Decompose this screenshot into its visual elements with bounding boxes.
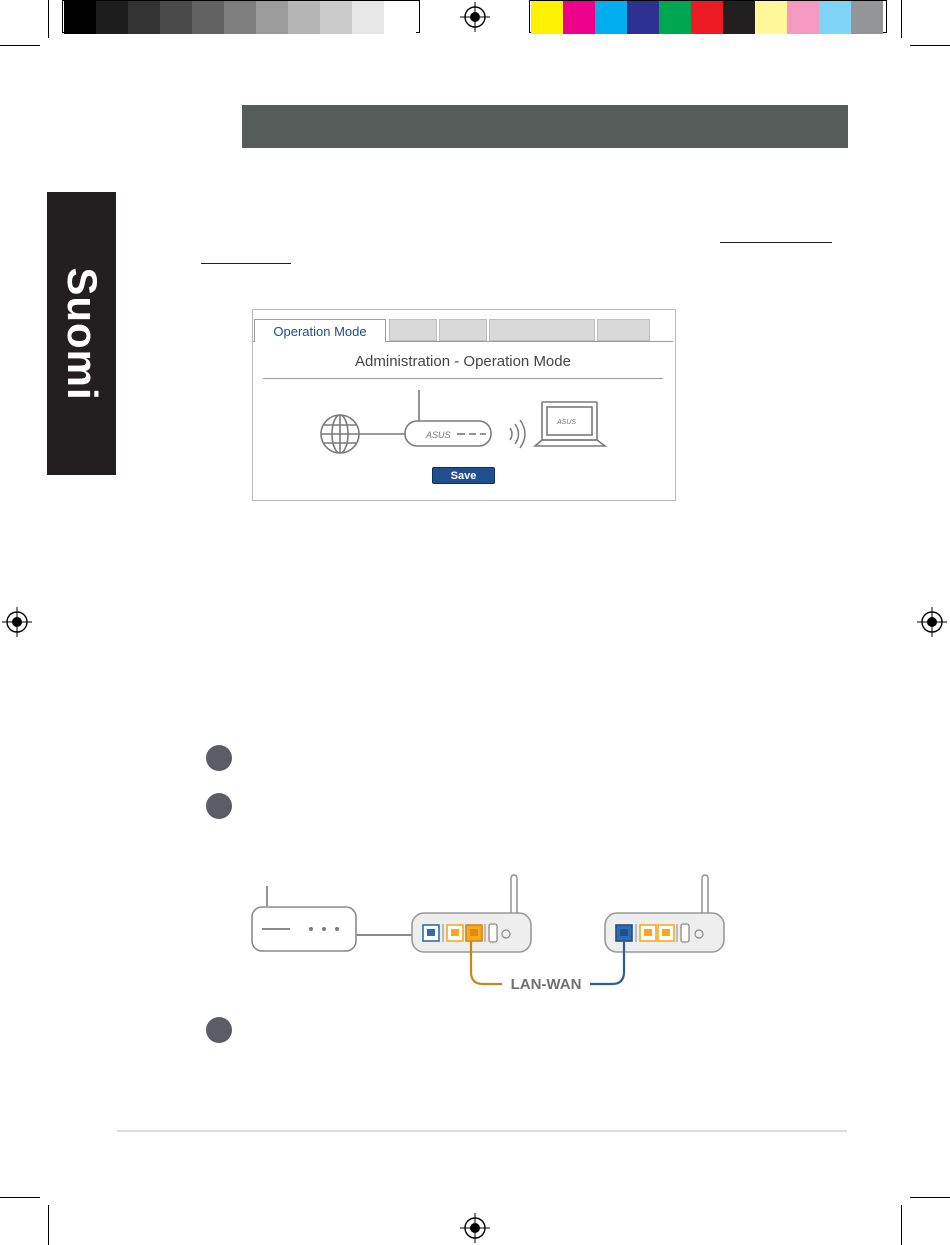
crop-mark: [48, 1205, 49, 1245]
laptop-brand: ASUS: [557, 419, 577, 426]
footer-divider: [117, 1130, 847, 1132]
color-swatch: [787, 1, 819, 34]
language-side-tab: [47, 192, 116, 475]
globe-icon: [321, 415, 359, 453]
color-swatch: [851, 1, 883, 34]
router-2-icon: [605, 875, 724, 952]
color-swatch: [288, 1, 320, 34]
color-swatch: [384, 1, 416, 34]
crop-mark: [0, 1197, 40, 1198]
registration-mark-icon: [460, 2, 490, 32]
tab-inactive[interactable]: [389, 319, 437, 341]
wifi-signal-icon: [510, 420, 525, 448]
crop-mark: [48, 0, 49, 38]
crop-mark: [901, 1205, 902, 1245]
crop-mark: [910, 1197, 950, 1198]
link-underline[interactable]: [720, 242, 832, 243]
title-divider: [263, 378, 663, 379]
tab-inactive[interactable]: [597, 319, 650, 341]
tab-inactive[interactable]: [489, 319, 595, 341]
link-underline[interactable]: [201, 263, 291, 264]
crop-mark: [901, 0, 902, 38]
process-color-bar: [529, 0, 887, 33]
color-swatch: [320, 1, 352, 34]
registration-mark-icon: [2, 607, 32, 637]
tab-inactive[interactable]: [439, 319, 487, 341]
color-swatch: [755, 1, 787, 34]
modem-icon: [252, 886, 356, 951]
color-swatch: [256, 1, 288, 34]
color-swatch: [224, 1, 256, 34]
color-swatch: [563, 1, 595, 34]
step-bullet: [206, 745, 232, 771]
wiring-diagram: [240, 870, 740, 1000]
usb-port-icon: [681, 924, 689, 942]
page-title: Administration - Operation Mode: [355, 353, 571, 370]
grayscale-color-bar: [62, 0, 420, 33]
usb-port-icon: [489, 924, 497, 942]
color-swatch: [192, 1, 224, 34]
color-swatch: [627, 1, 659, 34]
crop-mark: [910, 45, 950, 46]
color-swatch: [659, 1, 691, 34]
registration-mark-icon: [460, 1213, 490, 1243]
color-swatch: [352, 1, 384, 34]
color-swatch: [531, 1, 563, 34]
crop-mark: [0, 45, 40, 46]
color-swatch: [819, 1, 851, 34]
operation-mode-screenshot: [252, 309, 676, 501]
network-topology: [253, 384, 673, 464]
color-swatch: [723, 1, 755, 34]
step-bullet: [206, 1017, 232, 1043]
router-brand: ASUS: [426, 430, 451, 440]
color-swatch: [595, 1, 627, 34]
color-swatch: [128, 1, 160, 34]
color-swatch: [691, 1, 723, 34]
router-1-icon: [412, 875, 531, 952]
color-swatch: [160, 1, 192, 34]
save-button[interactable]: Save: [432, 467, 495, 484]
tab-operation-mode[interactable]: Operation Mode: [254, 319, 386, 342]
section-header-bar: [242, 105, 848, 148]
color-swatch: [96, 1, 128, 34]
registration-mark-icon: [917, 607, 947, 637]
language-label: Suomi: [58, 266, 106, 401]
lan-wan-label: LAN-WAN: [510, 976, 582, 993]
step-bullet: [206, 793, 232, 819]
color-swatch: [64, 1, 96, 34]
